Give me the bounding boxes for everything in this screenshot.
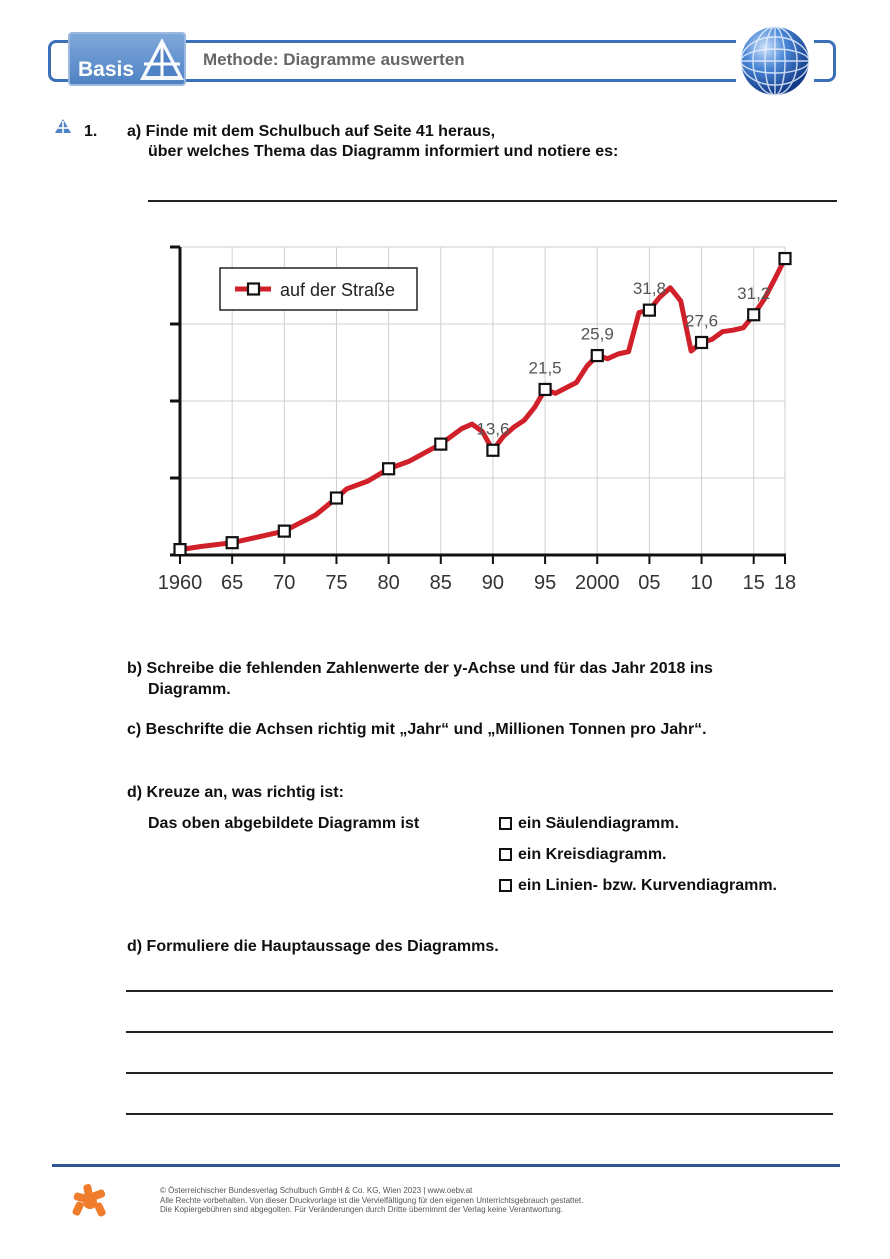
x-tick-label: 15 — [742, 572, 765, 594]
option-row — [499, 876, 777, 895]
task-b-line2: Diagramm. — [148, 681, 231, 698]
legend-label: auf der Straße — [280, 280, 396, 300]
task-a-line1: a) Finde mit dem Schulbuch auf Seite 41 heraus, — [127, 123, 496, 140]
data-marker — [435, 439, 446, 450]
basis-label: Basis — [78, 58, 135, 81]
x-tick-label: 70 — [273, 572, 296, 594]
x-tick-label: 65 — [221, 572, 244, 594]
option-row — [499, 814, 679, 833]
header-bracket-right — [814, 40, 836, 82]
header-rule-bottom — [186, 79, 736, 82]
x-tick-label: 2000 — [574, 572, 620, 594]
footer-rule — [52, 1164, 840, 1167]
data-marker — [227, 537, 238, 548]
data-marker — [279, 526, 290, 537]
data-marker — [175, 544, 186, 555]
data-marker — [487, 445, 498, 456]
x-tick-label: 80 — [377, 572, 400, 594]
data-marker — [331, 493, 342, 504]
data-marker — [644, 305, 655, 316]
page-title: Methode: Diagramme auswerten — [203, 50, 465, 69]
answer-line-d-1[interactable] — [126, 990, 833, 992]
data-marker — [540, 384, 551, 395]
data-label: 31,2 — [737, 283, 771, 303]
task-number: 1. — [84, 123, 98, 140]
data-label: 31,8 — [632, 279, 666, 299]
footer-line-3: Die Kopiergebühren sind abgegolten. Für Veränderungen durch Dritte übernimmt der Verlag keine Verantwortung. — [160, 1205, 563, 1214]
line-chart — [135, 230, 815, 610]
answer-line-d-4[interactable] — [126, 1113, 833, 1115]
x-tick-label: 10 — [690, 572, 713, 594]
option-checkbox-bar[interactable] — [499, 817, 512, 830]
task-d1-stem: Das oben abgebildete Diagramm ist — [148, 815, 420, 832]
data-label: 27,6 — [685, 311, 719, 331]
x-tick-label: 95 — [533, 572, 557, 594]
x-tick-label: 18 — [773, 572, 797, 594]
task-d2: d) Formuliere die Hauptaussage des Diagramms. — [127, 938, 499, 955]
data-label: 21,5 — [528, 358, 562, 378]
globe-icon — [739, 25, 811, 97]
answer-line-a[interactable] — [148, 200, 837, 202]
answer-line-d-3[interactable] — [126, 1072, 833, 1074]
option-label: ein Säulendiagramm. — [518, 815, 679, 832]
data-marker — [383, 463, 394, 474]
header-rule-top — [186, 40, 736, 43]
footer-line-1: © Österreichischer Bundesverlag Schulbuch GmbH & Co. KG, Wien 2023 | www.oebv.at — [160, 1186, 473, 1195]
answer-line-d-2[interactable] — [126, 1031, 833, 1033]
task-a-line2: über welches Thema das Diagramm informiert und notiere es: — [148, 143, 619, 160]
data-marker — [696, 337, 707, 348]
task-b-line1: b) Schreibe die fehlenden Zahlenwerte der y-Achse und für das Jahr 2018 ins — [127, 660, 713, 677]
data-label: 13,6 — [476, 419, 510, 439]
task-d1: d) Kreuze an, was richtig ist: — [127, 784, 344, 801]
data-label: 25,9 — [580, 324, 614, 344]
option-label: ein Kreisdiagramm. — [518, 846, 667, 863]
legend-swatch-marker — [248, 284, 259, 295]
x-tick-label: 75 — [325, 572, 348, 594]
option-checkbox-line[interactable] — [499, 879, 512, 892]
x-tick-label: 90 — [481, 572, 505, 594]
header-bracket-left — [48, 40, 70, 82]
x-tick-label: 85 — [429, 572, 452, 594]
data-marker — [780, 253, 791, 264]
data-marker — [592, 350, 603, 361]
x-tick-label: 05 — [638, 572, 661, 594]
copyright-notice — [160, 1186, 583, 1215]
option-row — [499, 845, 667, 864]
option-checkbox-pie[interactable] — [499, 848, 512, 861]
publisher-logo-icon — [70, 1182, 110, 1222]
task-c: c) Beschrifte die Achsen richtig mit „Jahr“ und „Millionen Tonnen pro Jahr“. — [127, 721, 707, 738]
option-label: ein Linien- bzw. Kurvendiagramm. — [518, 877, 777, 894]
data-marker — [748, 309, 759, 320]
x-tick-label: 1960 — [157, 572, 203, 594]
footer-line-2: Alle Rechte vorbehalten. Von dieser Druckvorlage ist die Vervielfältigung für den eigenen Unterrichtsgebrauch gestattet. — [160, 1195, 584, 1205]
level-icon — [53, 118, 73, 134]
